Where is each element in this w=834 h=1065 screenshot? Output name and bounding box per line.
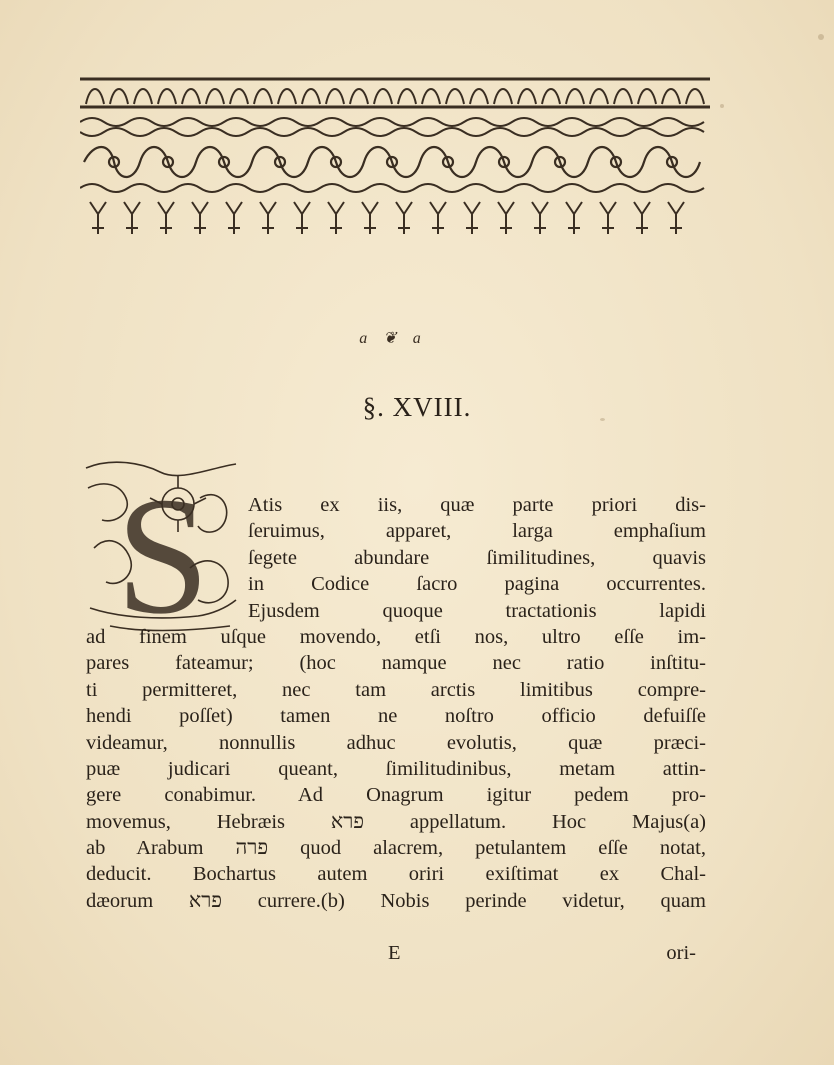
paragraph-line: dæorum פרא currere.(b) Nobis perinde videtur, quam — [86, 889, 706, 912]
paragraph-line: Ejusdem quoque tractationis lapidi — [248, 599, 706, 622]
paragraph-line: videamur, nonnullis adhuc evolutis, quæ præci- — [86, 731, 706, 754]
paragraph-line: ad finem uſque movendo, etſi nos, ultro eſſe im- — [86, 625, 706, 648]
signature-mark: E — [388, 942, 401, 964]
paper-stain — [600, 418, 605, 421]
paragraph-line: pares fateamur; (hoc namque nec ratio inſtitu- — [86, 652, 706, 675]
ornamental-headpiece — [80, 70, 710, 240]
paragraph-line: ſeruimus, apparet, larga emphaſium — [248, 520, 706, 543]
paragraph-line: ſegete abundare ſimilitudines, quavis — [248, 546, 706, 569]
paper-stain — [720, 104, 724, 108]
paragraph-line: ti permitteret, nec tam arctis limitibus compre- — [86, 678, 706, 701]
paragraph-line: in Codice ſacro pagina occurrentes. — [248, 573, 706, 596]
paper-stain — [818, 34, 824, 40]
paragraph-line: movemus, Hebræis פרא appellatum. Hoc Majus(a) — [86, 810, 707, 833]
section-heading: §. XVIII. — [362, 392, 472, 422]
initial-letter-glyph: S — [116, 463, 210, 634]
paragraph-line: hendi poſſet) tamen ne noſtro officio defuiſſe — [86, 705, 706, 728]
paragraph-line: deducit. Bochartus autem oriri exiſtimat ex Chal- — [86, 863, 706, 886]
paragraph-line: Atis ex iis, quæ parte priori dis- — [248, 494, 706, 516]
paragraph-line: gere conabimur. Ad Onagrum igitur pedem pro- — [86, 784, 706, 807]
paragraph-line: puæ judicari queant, ſimilitudinibus, metam attin- — [86, 757, 706, 780]
paragraph-line: ab Arabum פרה quod alacrem, petulantem eſſe notat, — [86, 837, 706, 860]
catchword: ori- — [666, 942, 696, 964]
body-paragraph — [86, 492, 706, 914]
small-fleuron-ornament: a ❦ a — [359, 330, 427, 347]
